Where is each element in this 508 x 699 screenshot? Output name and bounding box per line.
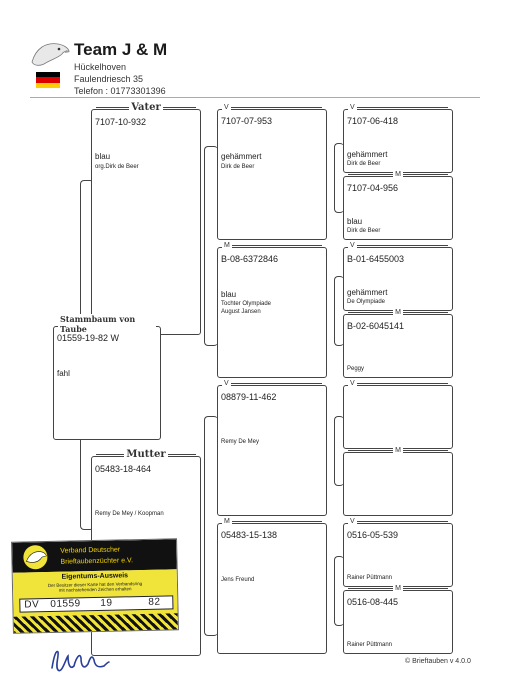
gp-mm-card xyxy=(217,517,327,654)
phone-number: Telefon : 01773301396 xyxy=(74,86,166,96)
ggp-mmm-tag: M xyxy=(395,584,401,592)
sticker-org-line2: Brieftaubenzüchter e.V. xyxy=(60,557,134,566)
ggp-vmm-note: Peggy xyxy=(347,366,365,372)
sticker-header xyxy=(12,539,177,572)
gp-vv-tag: V xyxy=(224,103,229,111)
ggp-vmm-card xyxy=(343,308,453,378)
gp-vv-color: gehämmert xyxy=(221,152,262,161)
ggp-mmm-note: Rainer Püttmann xyxy=(347,642,393,648)
vater-ring: 7107-10-932 xyxy=(95,117,147,127)
ggp-vvm-ring: 7107-04-956 xyxy=(347,183,399,193)
gp-mv-card xyxy=(217,379,327,516)
ggp-vmv-note: De Olympiade xyxy=(347,299,386,305)
address-street: Faulendriesch 35 xyxy=(74,74,144,84)
gp-vm-tag: M xyxy=(224,241,230,249)
mutter-note: Remy De Mey / Koopman xyxy=(95,511,164,517)
ggp-mmv-card xyxy=(343,517,453,587)
gp-vm-card xyxy=(217,241,327,378)
ggp-vmv-ring: B-01-6455003 xyxy=(347,254,405,264)
ggp-mmm-ring: 0516-08-445 xyxy=(347,597,399,607)
handwritten-signature xyxy=(46,644,112,676)
sticker-year: 19 xyxy=(100,597,113,609)
ggp-vvv-color: gehämmert xyxy=(347,150,388,159)
gp-mv-ring: 08879-11-462 xyxy=(221,392,277,402)
ggp-mmv-ring: 0516-05-539 xyxy=(347,530,399,540)
subject-ring: 01559-19-82 W xyxy=(57,333,120,343)
ggp-vvv-note: Dirk de Beer xyxy=(347,161,381,167)
ggp-mvm-tag: M xyxy=(395,446,401,454)
ggp-vvv-card xyxy=(343,103,453,173)
team-title: Team J & M xyxy=(74,40,168,59)
vater-heading: Vater xyxy=(131,101,161,113)
gp-mv-tag: V xyxy=(224,379,229,387)
gp-mm-tag: M xyxy=(224,517,230,525)
ggp-vmv-card xyxy=(343,241,453,311)
gp-vm-note2: August Jansen xyxy=(221,309,261,315)
sticker-org-line1: Verband Deutscher xyxy=(60,546,121,555)
ggp-vvm-note: Dirk de Beer xyxy=(347,228,381,234)
subject-heading: Stammbaum von Taube xyxy=(58,314,156,334)
vater-card xyxy=(91,101,201,335)
vater-color: blau xyxy=(95,152,111,161)
ggp-mvm-card xyxy=(343,446,453,516)
gp-vv-ring: 7107-07-953 xyxy=(221,116,273,126)
ggp-vmm-ring: B-02-6045141 xyxy=(347,321,405,331)
gp-mm-note: Jens Freund xyxy=(221,577,255,583)
ggp-vvv-ring: 7107-06-418 xyxy=(347,116,399,126)
footer-credit: © Brieftauben v 4.0.0 xyxy=(405,658,471,665)
gp-vv-card xyxy=(217,103,327,240)
connector-vater xyxy=(204,146,218,346)
gp-vm-color: blau xyxy=(221,290,237,299)
sticker-country: DV xyxy=(24,599,40,611)
sticker-suffix: 82 xyxy=(148,596,161,608)
ggp-vmv-tag: V xyxy=(350,241,355,249)
ggp-vvm-color: blau xyxy=(347,217,363,226)
eigentums-ausweis-sticker xyxy=(11,538,179,633)
ggp-mmm-card xyxy=(343,584,453,654)
ggp-vmv-color: gehämmert xyxy=(347,288,388,297)
header-divider xyxy=(30,97,480,98)
mutter-heading: Mutter xyxy=(126,448,166,460)
sticker-note2: mit nachstehenden Zeichen erhalten xyxy=(58,586,132,593)
ggp-mmv-note: Rainer Püttmann xyxy=(347,575,393,581)
ggp-vvm-card xyxy=(343,170,453,240)
gp-vm-note1: Tochter Olympiade xyxy=(221,301,272,307)
subject-card xyxy=(53,314,161,440)
pigeon-head-logo-icon xyxy=(30,38,70,68)
ggp-mmv-tag: V xyxy=(350,517,355,525)
gp-mv-note: Remy De Mey xyxy=(221,439,260,445)
ggp-vvm-tag: M xyxy=(395,170,401,178)
sticker-title: Eigentums-Ausweis xyxy=(61,572,129,581)
sticker-stripe xyxy=(14,613,178,633)
gp-vm-ring: B-08-6372846 xyxy=(221,254,279,264)
address-city: Hückelhoven xyxy=(74,62,127,72)
vater-note: org.Dirk de Beer xyxy=(95,164,139,170)
ggp-vvv-tag: V xyxy=(350,103,355,111)
sticker-ring-no: 01559 xyxy=(50,598,81,610)
mutter-ring: 05483-18-464 xyxy=(95,464,152,474)
ggp-mvv-card xyxy=(343,379,453,449)
gp-mm-ring: 05483-15-138 xyxy=(221,530,278,540)
germany-flag-icon xyxy=(36,72,60,88)
subject-color: fahl xyxy=(57,369,70,378)
ggp-vmm-tag: M xyxy=(395,308,401,316)
pigeon-emblem-icon xyxy=(20,544,51,571)
sticker-note1: Der Besitzer dieser Karte hat den Verbandsring xyxy=(47,581,143,588)
gp-vv-note: Dirk de Beer xyxy=(221,164,255,170)
ggp-mvv-tag: V xyxy=(350,379,355,387)
connector-mutter xyxy=(204,416,218,636)
